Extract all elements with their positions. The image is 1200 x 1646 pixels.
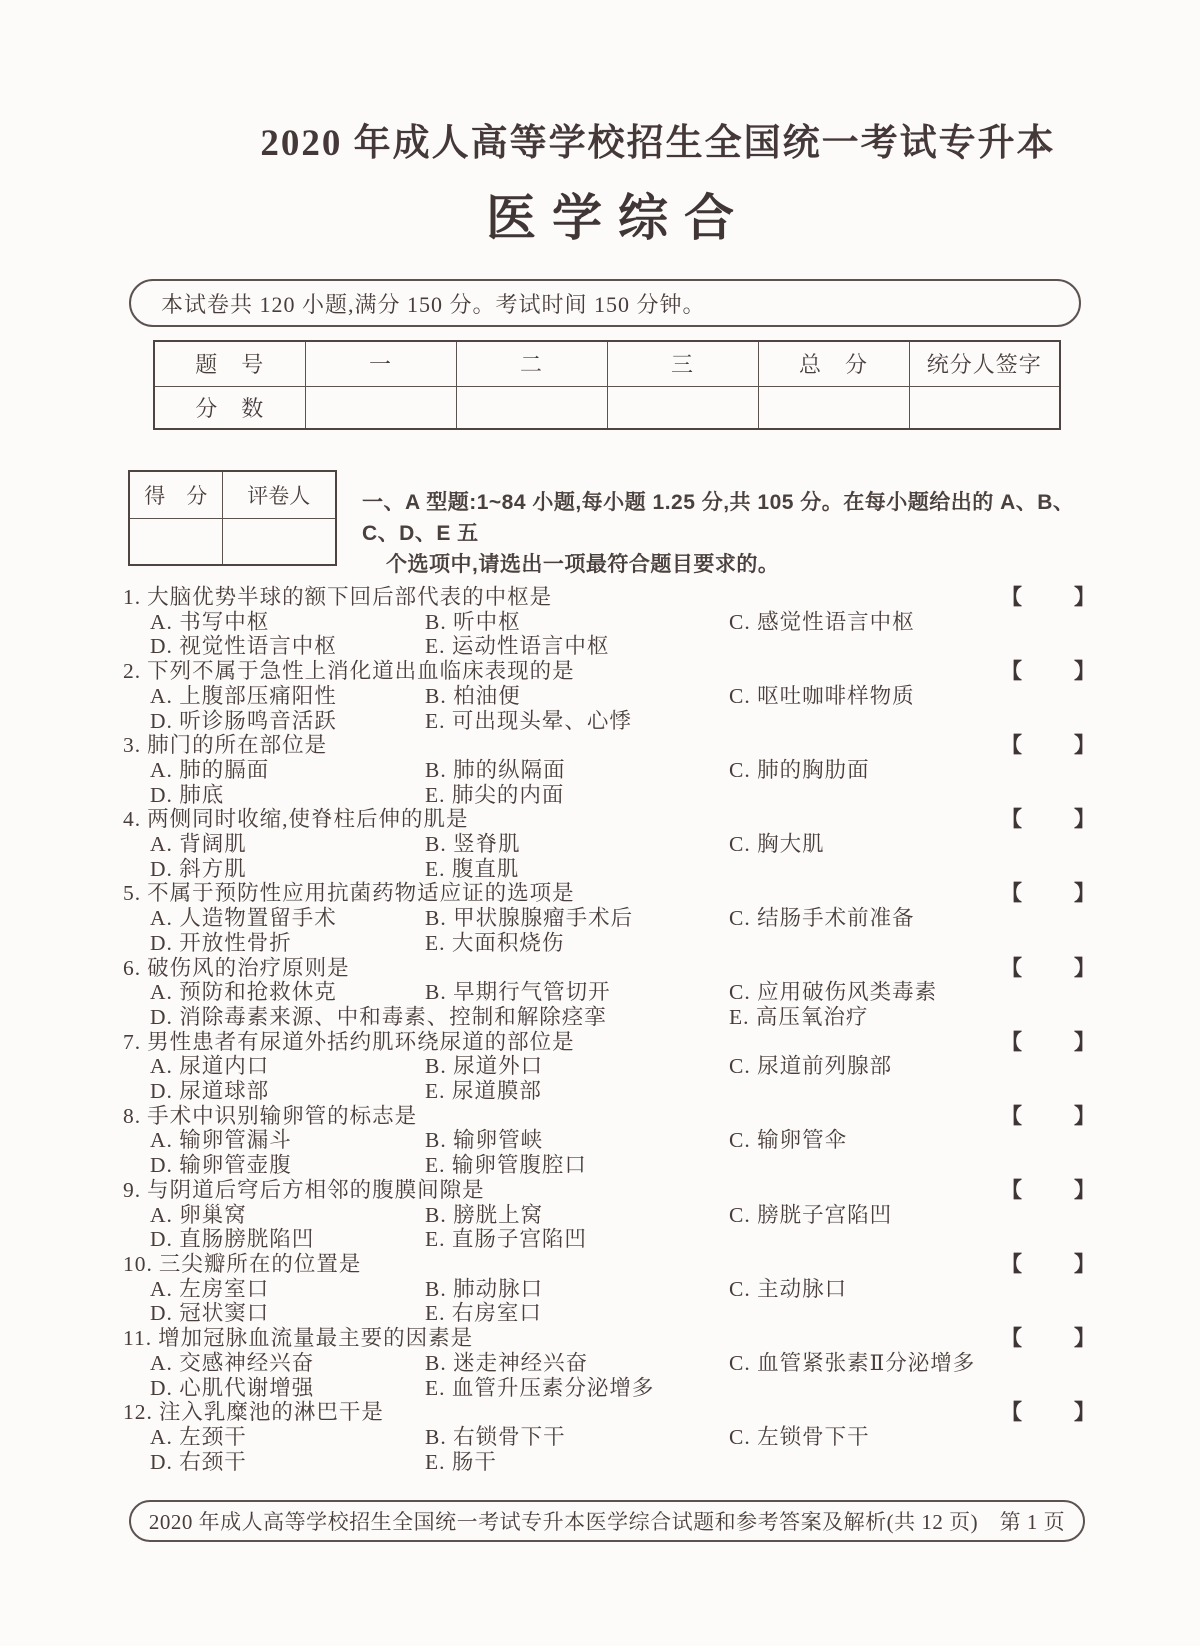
option-a: A. 书写中枢 xyxy=(150,609,270,634)
option-e: E. 输卵管腹腔口 xyxy=(425,1153,587,1178)
answer-bracket-close: 】 xyxy=(1074,659,1096,684)
question-stem-line xyxy=(118,807,1096,832)
grader-box-score-label: 得 分 xyxy=(129,471,222,518)
option-e: E. 血管升压素分泌增多 xyxy=(425,1375,655,1400)
option-a: A. 交感神经兴奋 xyxy=(150,1350,315,1375)
option-a: A. 上腹部压痛阳性 xyxy=(150,683,337,708)
option-a: A. 左房室口 xyxy=(150,1276,270,1301)
option-b: B. 迷走神经兴奋 xyxy=(425,1350,589,1375)
question-stem-line xyxy=(118,733,1096,758)
answer-bracket-close: 】 xyxy=(1074,733,1096,758)
option-e: E. 尿道膜部 xyxy=(425,1079,542,1104)
options-row-abc xyxy=(118,758,1082,783)
question-block xyxy=(118,1177,1096,1252)
question-block xyxy=(118,1103,1096,1178)
answer-bracket-open: 【 xyxy=(1001,733,1023,758)
question-stem-line xyxy=(118,1177,1096,1203)
option-e: E. 可出现头晕、心悸 xyxy=(425,708,632,733)
question-block xyxy=(118,1029,1096,1104)
question-stem: 男性患者有尿道外括约肌环绕尿道的部位是 xyxy=(147,1029,575,1054)
question-number: 1. xyxy=(123,585,142,609)
options-row-abc xyxy=(118,1203,1082,1228)
options-row-de xyxy=(118,1153,1082,1178)
question-number: 4. xyxy=(123,807,142,832)
options-row-de xyxy=(118,1227,1082,1252)
option-c: C. 肺的胸肋面 xyxy=(729,757,870,782)
exam-title-line2: 医学综合 xyxy=(486,190,750,246)
question-block xyxy=(118,585,1096,659)
question-block xyxy=(118,1251,1096,1326)
option-d: D. 消除毒素来源、中和毒素、控制和解除痉挛 xyxy=(150,1004,607,1029)
option-d: D. 尿道球部 xyxy=(150,1079,270,1104)
answer-bracket-close: 】 xyxy=(1074,585,1096,609)
option-b: B. 肺的纵隔面 xyxy=(425,757,566,782)
question-number: 8. xyxy=(123,1103,142,1128)
options-row-abc xyxy=(118,1425,1082,1450)
question-number: 3. xyxy=(123,733,142,758)
option-a: A. 左颈干 xyxy=(150,1424,247,1449)
option-d: D. 视觉性语言中枢 xyxy=(150,634,337,659)
option-c: C. 主动脉口 xyxy=(729,1276,848,1301)
option-b: B. 甲状腺腺瘤手术后 xyxy=(425,906,634,931)
question-number: 6. xyxy=(123,955,142,980)
option-c: C. 感觉性语言中枢 xyxy=(729,609,915,634)
options-row-de xyxy=(118,931,1082,956)
answer-bracket-close: 】 xyxy=(1074,1326,1096,1351)
option-c: C. 膀胱子宫陷凹 xyxy=(729,1202,893,1227)
answer-bracket-close: 】 xyxy=(1074,1400,1096,1425)
question-number: 11. xyxy=(123,1326,153,1351)
grader-box-grader-blank xyxy=(222,518,336,565)
question-stem: 肺门的所在部位是 xyxy=(147,733,328,758)
options-row-abc xyxy=(118,1351,1082,1376)
answer-bracket-open: 【 xyxy=(1001,807,1023,832)
options-row-de xyxy=(118,634,1082,659)
option-c: C. 呕吐咖啡样物质 xyxy=(729,683,915,708)
option-d: D. 输卵管壶腹 xyxy=(150,1153,292,1178)
options-row-de xyxy=(118,709,1082,734)
option-d: D. 肺底 xyxy=(150,782,225,807)
question-stem: 手术中识别输卵管的标志是 xyxy=(147,1103,418,1128)
answer-bracket-close: 】 xyxy=(1074,881,1096,906)
question-number: 10. xyxy=(123,1251,153,1276)
score-cell-blank xyxy=(909,386,1060,429)
options-row-abc xyxy=(118,610,1082,635)
question-stem-line xyxy=(118,1326,1096,1351)
option-b: B. 竖脊肌 xyxy=(425,832,521,857)
exam-title-line1: 2020 年成人高等学校招生全国统一考试专升本 xyxy=(260,123,1056,164)
question-block xyxy=(118,1326,1096,1400)
option-d: D. 冠状窦口 xyxy=(150,1301,270,1326)
option-d: D. 听诊肠鸣音活跃 xyxy=(150,708,337,733)
option-a: A. 尿道内口 xyxy=(150,1054,270,1079)
question-number: 7. xyxy=(123,1029,142,1054)
question-stem: 注入乳糜池的淋巴干是 xyxy=(158,1400,384,1425)
answer-bracket-open: 【 xyxy=(1001,659,1023,684)
option-d: D. 右颈干 xyxy=(150,1449,247,1474)
question-block xyxy=(118,807,1096,881)
answer-bracket-open: 【 xyxy=(1001,1326,1023,1351)
question-number: 12. xyxy=(123,1400,153,1425)
option-b: B. 输卵管峡 xyxy=(425,1128,544,1153)
score-table-header-row xyxy=(154,341,1060,386)
grader-score-box xyxy=(128,470,337,566)
question-number: 2. xyxy=(123,659,142,684)
question-stem: 增加冠脉血流量最主要的因素是 xyxy=(158,1326,474,1351)
section-a-instructions-line1: 一、A 型题:1~84 小题,每小题 1.25 分,共 105 分。在每小题给出的 A、B、C、D、E 五 xyxy=(362,491,1075,545)
score-header-question-no: 题 号 xyxy=(154,341,305,386)
answer-bracket-close: 】 xyxy=(1074,1029,1096,1054)
option-d: D. 心肌代谢增强 xyxy=(150,1375,315,1400)
option-e: E. 运动性语言中枢 xyxy=(425,634,610,659)
question-stem: 不属于预防性应用抗菌药物适应证的选项是 xyxy=(147,881,575,906)
option-a: A. 预防和抢救休克 xyxy=(150,980,337,1005)
options-row-abc xyxy=(118,906,1082,931)
question-stem-line xyxy=(118,1029,1096,1055)
grader-box-blank-row xyxy=(129,518,336,565)
option-e: E. 右房室口 xyxy=(425,1301,542,1326)
question-stem: 破伤风的治疗原则是 xyxy=(147,955,350,980)
options-row-de xyxy=(118,1376,1082,1401)
options-row-abc xyxy=(118,1128,1082,1153)
question-stem-line xyxy=(118,881,1096,906)
question-stem: 下列不属于急性上消化道出血临床表现的是 xyxy=(147,659,575,684)
answer-bracket-open: 【 xyxy=(1001,1400,1023,1425)
page-footer-box xyxy=(129,1500,1085,1542)
score-cell-blank xyxy=(456,386,607,429)
options-row-abc xyxy=(118,832,1082,857)
score-header-grader-signature: 统分人签字 xyxy=(909,341,1060,386)
score-cell-blank xyxy=(305,386,456,429)
question-number: 5. xyxy=(123,881,142,906)
option-d: D. 斜方肌 xyxy=(150,856,247,881)
grader-box-grader-label: 评卷人 xyxy=(222,471,336,518)
option-d: D. 开放性骨折 xyxy=(150,930,292,955)
question-stem: 三尖瓣所在的位置是 xyxy=(158,1251,362,1276)
option-b: B. 听中枢 xyxy=(425,609,521,634)
answer-bracket-open: 【 xyxy=(1001,955,1023,980)
question-block xyxy=(118,733,1096,807)
options-row-abc xyxy=(118,1277,1082,1302)
option-d: D. 直肠膀胱陷凹 xyxy=(150,1227,315,1252)
option-a: A. 肺的膈面 xyxy=(150,757,270,782)
question-block xyxy=(118,881,1096,955)
option-a: A. 卵巢窝 xyxy=(150,1202,247,1227)
options-row-de xyxy=(118,857,1082,882)
answer-bracket-open: 【 xyxy=(1001,585,1023,609)
score-header-section-3: 三 xyxy=(607,341,758,386)
option-b: B. 右锁骨下干 xyxy=(425,1424,566,1449)
exam-notice-text: 本试卷共 120 小题,满分 150 分。考试时间 150 分钟。 xyxy=(161,291,706,317)
question-stem-line xyxy=(118,659,1096,684)
answer-bracket-close: 】 xyxy=(1074,1103,1096,1128)
option-a: A. 输卵管漏斗 xyxy=(150,1128,292,1153)
question-block xyxy=(118,1400,1096,1474)
option-c: C. 左锁骨下干 xyxy=(729,1424,870,1449)
options-row-de xyxy=(118,1450,1082,1475)
option-c: C. 血管紧张素Ⅱ分泌增多 xyxy=(729,1350,976,1375)
question-block xyxy=(118,659,1096,733)
score-row-label: 分 数 xyxy=(154,386,305,429)
option-c: C. 胸大肌 xyxy=(729,832,825,857)
options-row-de xyxy=(118,1301,1082,1326)
score-cell-blank xyxy=(758,386,909,429)
page-footer-text: 2020 年成人高等学校招生全国统一考试专升本医学综合试题和参考答案及解析(共 12 页) 第 1 页 xyxy=(148,1510,1066,1534)
option-c: C. 尿道前列腺部 xyxy=(729,1054,893,1079)
section-a-instructions-line2: 个选项中,请选出一项最符合题目要求的。 xyxy=(386,553,780,576)
option-b: B. 早期行气管切开 xyxy=(425,980,611,1005)
option-e: E. 肠干 xyxy=(425,1449,497,1474)
score-cell-blank xyxy=(607,386,758,429)
question-stem-line xyxy=(118,1103,1096,1129)
answer-bracket-close: 】 xyxy=(1074,1177,1096,1202)
option-e: E. 高压氧治疗 xyxy=(729,1004,869,1029)
grader-box-header-row xyxy=(129,471,336,518)
question-stem: 两侧同时收缩,使脊柱后伸的肌是 xyxy=(147,807,469,832)
option-c: C. 结肠手术前准备 xyxy=(729,906,915,931)
question-stem-line xyxy=(118,1400,1096,1425)
option-a: A. 人造物置留手术 xyxy=(150,906,337,931)
answer-bracket-open: 【 xyxy=(1001,1029,1023,1054)
answer-bracket-open: 【 xyxy=(1001,1251,1023,1276)
answer-bracket-close: 】 xyxy=(1074,955,1096,980)
option-e: E. 腹直肌 xyxy=(425,856,520,881)
option-c: C. 应用破伤风类毒素 xyxy=(729,980,938,1005)
option-e: E. 大面积烧伤 xyxy=(425,930,565,955)
option-a: A. 背阔肌 xyxy=(150,832,247,857)
question-stem: 与阴道后穹后方相邻的腹膜间隙是 xyxy=(147,1177,485,1202)
question-stem-line xyxy=(118,1251,1096,1277)
answer-bracket-open: 【 xyxy=(1001,1103,1023,1128)
options-row-abc xyxy=(118,980,1082,1005)
score-summary-table xyxy=(153,340,1061,430)
options-row-abc xyxy=(118,684,1082,709)
score-header-section-1: 一 xyxy=(305,341,456,386)
option-b: B. 柏油便 xyxy=(425,683,521,708)
answer-bracket-open: 【 xyxy=(1001,1177,1023,1202)
answer-bracket-close: 】 xyxy=(1074,807,1096,832)
options-row-de xyxy=(118,783,1082,808)
score-header-section-2: 二 xyxy=(456,341,607,386)
question-stem-line xyxy=(118,955,1096,981)
question-list xyxy=(118,585,1096,1474)
grader-box-score-blank xyxy=(129,518,222,565)
options-row-de xyxy=(118,1079,1082,1104)
option-b: B. 膀胱上窝 xyxy=(425,1202,544,1227)
options-row-de xyxy=(118,1005,1082,1030)
question-number: 9. xyxy=(123,1177,142,1202)
question-stem: 大脑优势半球的额下回后部代表的中枢是 xyxy=(147,585,553,609)
exam-notice-box xyxy=(129,279,1081,327)
answer-bracket-close: 】 xyxy=(1074,1251,1096,1276)
question-block xyxy=(118,955,1096,1030)
options-row-abc xyxy=(118,1054,1082,1079)
answer-bracket-open: 【 xyxy=(1001,881,1023,906)
option-e: E. 肺尖的内面 xyxy=(425,782,565,807)
option-b: B. 尿道外口 xyxy=(425,1054,544,1079)
option-c: C. 输卵管伞 xyxy=(729,1128,848,1153)
option-b: B. 肺动脉口 xyxy=(425,1276,544,1301)
section-a-instructions xyxy=(362,487,1082,580)
score-table-score-row xyxy=(154,386,1060,429)
option-e: E. 直肠子宫陷凹 xyxy=(425,1227,587,1252)
question-stem-line xyxy=(118,585,1096,610)
score-header-total: 总 分 xyxy=(758,341,909,386)
